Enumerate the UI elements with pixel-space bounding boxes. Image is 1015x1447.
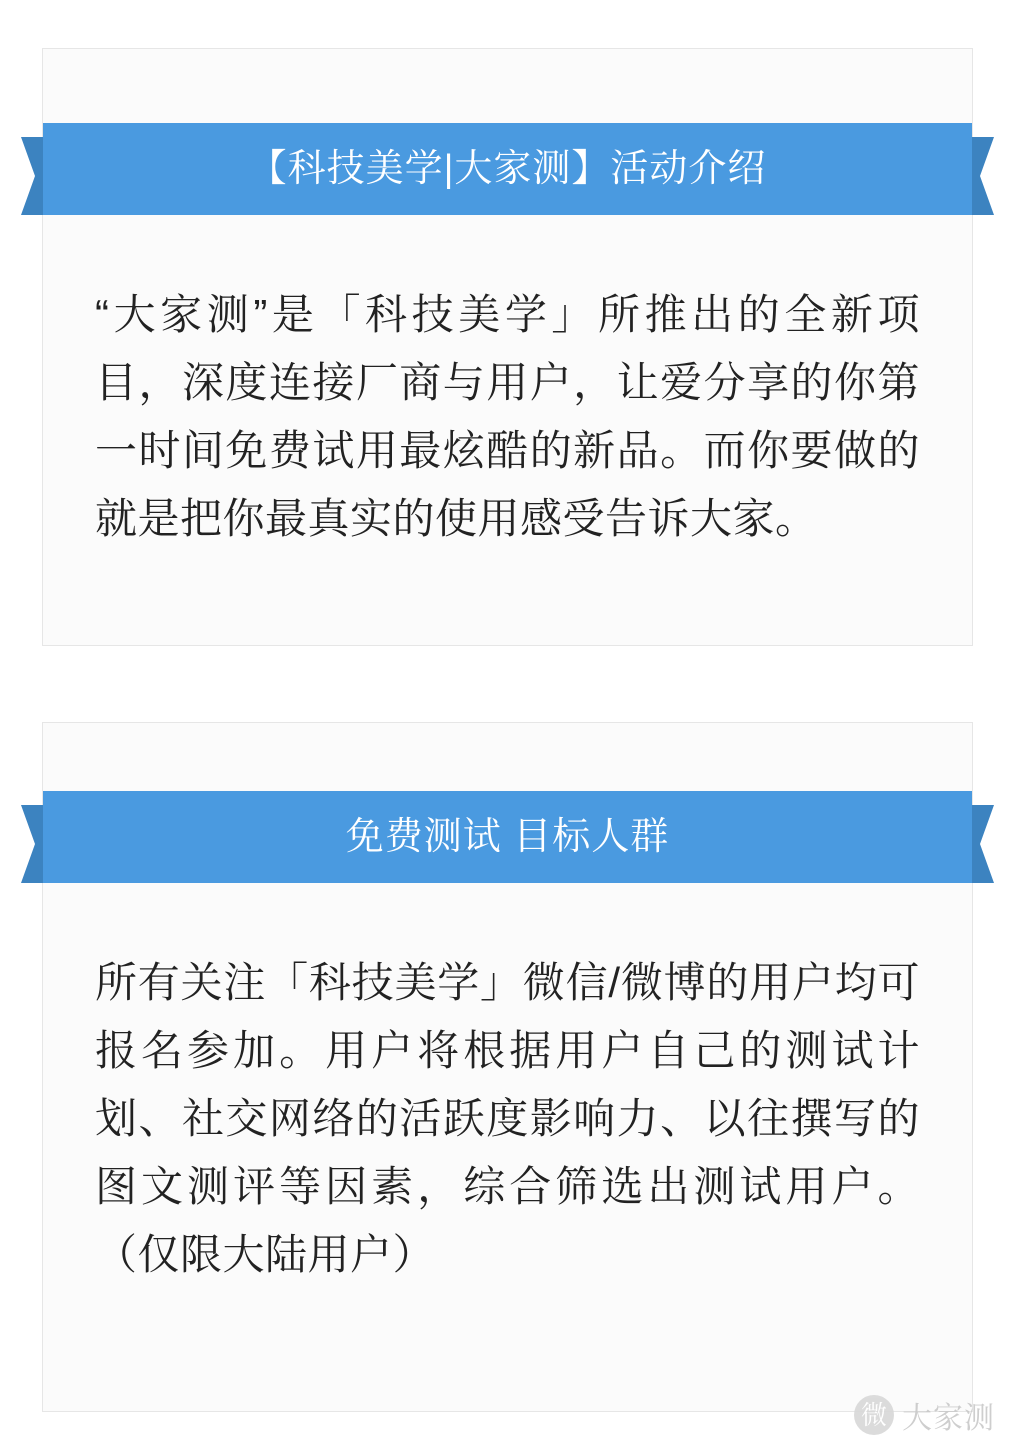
card-banner-title: 【科技美学|大家测】活动介绍	[248, 148, 767, 190]
watermark-label: 大家测	[902, 1402, 995, 1435]
ribbon-fold-right-icon	[972, 805, 994, 883]
card-paragraph: “大家测”是「科技美学」所推出的全新项目，深度连接厂商与用户，让爱分享的你第一时间免费试用最炫酷的新品。而你要做的就是把你最真实的使用感受告诉大家。	[95, 291, 920, 543]
info-card-target-audience	[42, 722, 973, 1412]
card-body	[43, 281, 972, 553]
ribbon-fold-left-icon	[21, 805, 43, 883]
card-paragraph: 所有关注「科技美学」微信/微博的用户均可报名参加。用户将根据用户自己的测试计划、社交网络的活跃度影响力、以往撰写的图文测评等因素，综合筛选出测试用户。（仅限大陆用户）	[95, 959, 920, 1279]
weibo-icon: 微	[854, 1395, 894, 1435]
ribbon-fold-right-icon	[972, 137, 994, 215]
ribbon-banner	[21, 791, 994, 883]
ribbon-fold-left-icon	[21, 137, 43, 215]
ribbon-bar	[43, 123, 972, 215]
ribbon-bar	[43, 791, 972, 883]
watermark	[854, 1393, 995, 1437]
ribbon-banner	[21, 123, 994, 215]
card-body	[43, 949, 972, 1289]
info-card-activity-intro	[42, 48, 973, 646]
card-banner-title: 免费测试 目标人群	[345, 816, 670, 858]
